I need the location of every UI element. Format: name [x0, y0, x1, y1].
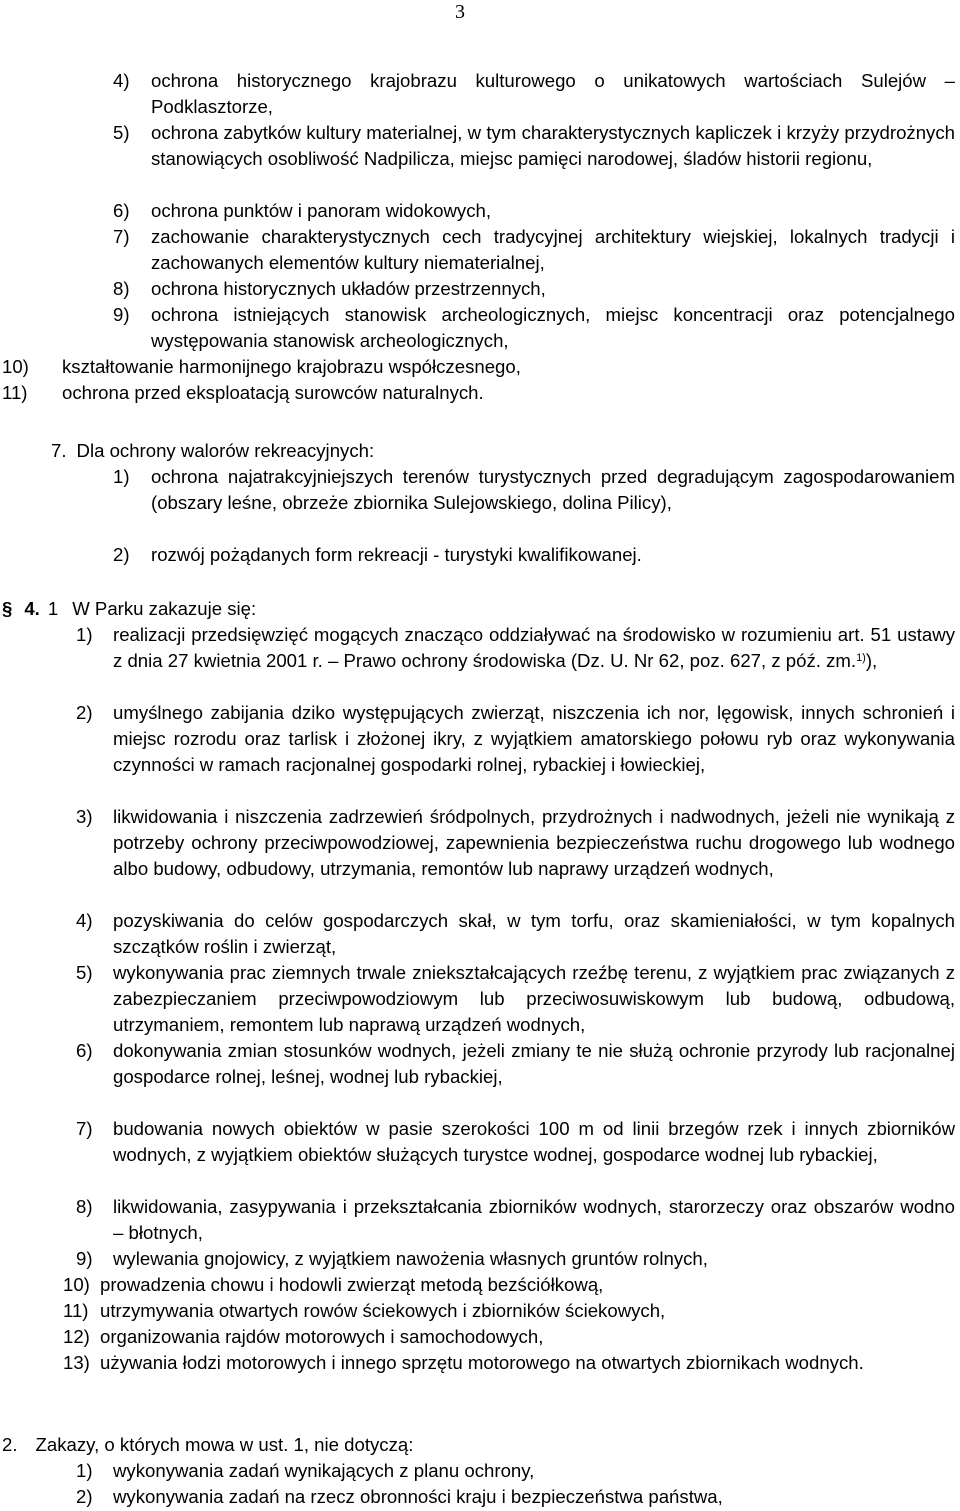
- list-item-text: dokonywania zmian stosunków wodnych, jeżeli zmiany te nie służą ochronie przyrody lub racjonalnej gospodarce rolnej, leśnej, wodnej lub rybackiej,: [113, 1040, 955, 1087]
- list-item-number: 7): [113, 226, 130, 247]
- footnote-marker: 1): [856, 652, 866, 664]
- list-item-number: 8): [76, 1196, 93, 1217]
- list-item-number: 4): [76, 910, 93, 931]
- section-title: Zakazy, o których mowa w ust. 1, nie dotyczą:: [35, 1434, 414, 1455]
- list-item-text: zachowanie charakterystycznych cech tradycyjnej architektury wiejskiej, lokalnych tradycji i zachowanych elementów kultury niematerialnej,: [151, 226, 955, 273]
- list-item: [113, 542, 955, 568]
- list-item-text: używania łodzi motorowych i innego sprzętu motorowego na otwartych zbiornikach wodnych.: [100, 1352, 864, 1373]
- list-item-number: 2): [76, 702, 93, 723]
- list-item: [63, 1272, 955, 1298]
- list-item: [76, 1116, 955, 1168]
- list-item-number: 11): [2, 382, 28, 403]
- list-item: [76, 1194, 955, 1246]
- list-item: [2, 354, 955, 380]
- list-item-text: umyślnego zabijania dziko występujących zwierząt, niszczenia ich nor, lęgowisk, innych schronień i miejsc rozrodu oraz tarlisk i złożonej ikry, z wyjątkiem amatorskiego połowu ryb oraz wykonywania czynności w ramach racjonalnej gospodarki rolnej, rybackiej i łowieckiej,: [113, 702, 955, 775]
- list-item-text: rozwój pożądanych form rekreacji - turystyki kwalifikowanej.: [151, 544, 642, 565]
- paragraph-symbol: §: [2, 598, 13, 619]
- list-item-number: 5): [113, 122, 130, 143]
- section-number: 2.: [2, 1434, 18, 1455]
- page-number: 3: [455, 1, 465, 23]
- list-item-number: 10): [2, 356, 29, 377]
- list-item: [76, 622, 955, 674]
- list-item-number: 10): [63, 1274, 90, 1295]
- list-item-number: 13): [63, 1352, 90, 1373]
- list-item: [113, 224, 955, 276]
- list-item: [76, 908, 955, 960]
- list-item-number: 7): [76, 1118, 93, 1139]
- paragraph-title: W Parku zakazuje się:: [72, 598, 257, 619]
- list-item-text: wykonywania zadań wynikających z planu ochrony,: [113, 1460, 535, 1481]
- list-item-number: 1): [76, 624, 93, 645]
- ust-number: 1: [47, 598, 59, 619]
- list-item-number: 2): [113, 544, 130, 565]
- list-item-text: likwidowania, zasypywania i przekształcania zbiorników wodnych, starorzeczy oraz obszarów wodno – błotnych,: [113, 1196, 955, 1243]
- list-item-number: 11): [63, 1300, 89, 1321]
- list-item: [113, 120, 955, 172]
- list-item: [113, 302, 955, 354]
- section-title: Dla ochrony walorów rekreacyjnych:: [76, 440, 375, 461]
- list-item-text: pozyskiwania do celów gospodarczych skał, w tym torfu, oraz skamieniałości, w tym kopalnych szczątków roślin i zwierząt,: [113, 910, 955, 957]
- list-item-text: budowania nowych obiektów w pasie szerokości 100 m od linii brzegów rzek i innych zbiorników wodnych, z wyjątkiem obiektów służących turystce wodnej, gospodarce wodnej lub rybackiej,: [113, 1118, 955, 1165]
- list-item: [76, 1246, 955, 1272]
- list-item: [76, 1484, 955, 1510]
- list-item-text-end: ),: [865, 650, 878, 671]
- paragraph-heading: [2, 596, 256, 622]
- list-item-number: 5): [76, 962, 93, 983]
- list-item-text: ochrona najatrakcyjniejszych terenów turystycznych przed degradującym zagospodarowaniem (obszary leśne, obrzeże zbiornika Sulejowskiego, dolina Pilicy),: [151, 466, 955, 513]
- list-item: [113, 198, 955, 224]
- list-item-number: 6): [113, 200, 130, 221]
- list-item: [76, 960, 955, 1038]
- list-item: [76, 804, 955, 882]
- list-item-number: 8): [113, 278, 130, 299]
- list-item: [76, 700, 955, 778]
- list-item-text: kształtowanie harmonijnego krajobrazu współczesnego,: [62, 356, 521, 377]
- list-item-text: prowadzenia chowu i hodowli zwierząt metodą bezściółkową,: [100, 1274, 604, 1295]
- section-heading: [2, 1432, 413, 1458]
- list-item-text: ochrona punktów i panoram widokowych,: [151, 200, 492, 221]
- list-item: [113, 276, 955, 302]
- list-item: [76, 1458, 955, 1484]
- list-item: [113, 464, 955, 516]
- list-item-text: wykonywania prac ziemnych trwale zniekształcających rzeźbę terenu, z wyjątkiem prac związanych z zabezpieczaniem przeciwpowodziowym lub przeciwosuwiskowym lub budową, odbudową, utrzymaniem, remontem lub naprawą urządzeń wodnych,: [113, 962, 955, 1035]
- list-item-text: ochrona istniejących stanowisk archeologicznych, miejsc koncentracji oraz potencjalnego występowania stanowisk archeologicznych,: [151, 304, 955, 351]
- list-item-number: 3): [76, 806, 93, 827]
- list-item: [113, 68, 955, 120]
- list-item-text: wylewania gnojowicy, z wyjątkiem nawożenia własnych gruntów rolnych,: [113, 1248, 708, 1269]
- list-item: [76, 1038, 955, 1090]
- list-item: [2, 380, 955, 406]
- list-item-text: utrzymywania otwartych rowów ściekowych i zbiorników ściekowych,: [100, 1300, 666, 1321]
- list-item-text: wykonywania zadań na rzecz obronności kraju i bezpieczeństwa państwa,: [113, 1486, 723, 1507]
- list-item-number: 9): [76, 1248, 93, 1269]
- section-number: 7.: [51, 440, 67, 461]
- list-item-text: likwidowania i niszczenia zadrzewień śródpolnych, przydrożnych i nadwodnych, jeżeli nie wynikają z potrzeby ochrony przeciwpowodziowej, zapewnienia bezpieczeństwa ruchu drogowego lub wodnego albo budowy, odbudowy, utrzymania, remontów lub naprawy urządzeń wodnych,: [113, 806, 955, 879]
- list-item-text: ochrona historycznych układów przestrzennych,: [151, 278, 546, 299]
- list-item-text: ochrona przed eksploatacją surowców naturalnych.: [62, 382, 484, 403]
- section-heading: [51, 438, 374, 464]
- list-item-number: 2): [76, 1486, 93, 1507]
- list-item-number: 12): [63, 1326, 90, 1347]
- list-item: [63, 1350, 955, 1376]
- list-item: [63, 1324, 955, 1350]
- list-item-number: 1): [113, 466, 130, 487]
- list-item-number: 1): [76, 1460, 93, 1481]
- list-item: [63, 1298, 955, 1324]
- list-item-text: organizowania rajdów motorowych i samochodowych,: [100, 1326, 544, 1347]
- list-item-text: ochrona zabytków kultury materialnej, w tym charakterystycznych kapliczek i krzyży przydrożnych stanowiących osobliwość Nadpilicza, miejsc pamięci narodowej, śladów historii regionu,: [151, 122, 955, 169]
- paragraph-number: 4.: [24, 598, 40, 619]
- list-item-text: ochrona historycznego krajobrazu kulturowego o unikatowych wartościach Sulejów – Podklasztorze,: [151, 70, 955, 117]
- list-item-text: realizacji przedsięwzięć mogących znacząco oddziaływać na środowisko w rozumieniu art. 51 ustawy z dnia 27 kwietnia 2001 r. – Prawo ochrony środowiska (Dz. U. Nr 62, poz. 627, z póź. zm.$^{1)}$),: [113, 624, 955, 671]
- list-item-number: 9): [113, 304, 130, 325]
- list-item-number: 4): [113, 70, 130, 91]
- list-item-number: 6): [76, 1040, 93, 1061]
